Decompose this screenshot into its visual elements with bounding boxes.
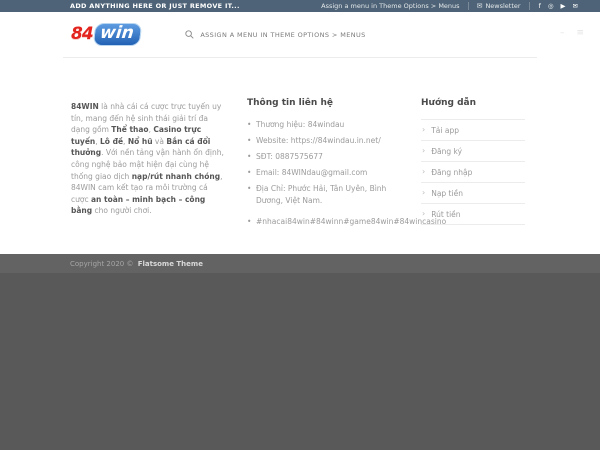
about-bold-phrase: nạp/rút nhanh chóng xyxy=(131,171,221,181)
header-container xyxy=(63,12,537,58)
about-text xyxy=(71,101,227,217)
guide-link[interactable] xyxy=(421,141,525,162)
about-bold-phrase: Thể thao xyxy=(111,125,149,135)
about-phrase: , 84WIN cam kết tạo ra môi trường cá cược xyxy=(71,171,223,204)
menu-icon[interactable]: ≡ xyxy=(576,28,584,38)
about-bold-phrase: Nổ hũ xyxy=(127,136,153,146)
about-phrase: cho người chơi. xyxy=(92,206,152,216)
chevron-right-icon: › xyxy=(422,188,426,197)
chevron-right-icon: › xyxy=(422,209,426,218)
instagram-icon[interactable]: ◎ xyxy=(547,1,554,10)
guide-link-label: Rút tiền xyxy=(431,209,461,219)
about-bold-phrase: 84WIN xyxy=(71,102,99,111)
about-bold-phrase: Lô đề xyxy=(100,136,124,146)
logo-84: 84 xyxy=(71,24,93,44)
page-background xyxy=(0,273,600,450)
guide-link[interactable] xyxy=(421,162,525,183)
topbar-right xyxy=(321,2,578,10)
about-phrase: , xyxy=(95,136,101,146)
facebook-icon[interactable]: f xyxy=(538,1,541,10)
header-search-nav[interactable] xyxy=(185,30,365,39)
copyright-prefix: Copyright 2020 © xyxy=(70,259,136,268)
theme-name: Flatsome Theme xyxy=(137,259,203,268)
header-menu-notice[interactable]: ASSIGN A MENU IN THEME OPTIONS > MENUS xyxy=(200,30,366,39)
contact-item: • Địa Chỉ: Phước Hải, Tân Uyên, Bình Dương, Việt Nam. xyxy=(247,183,405,206)
about-bold-phrase: an toàn – minh bạch – công bằng xyxy=(71,194,206,216)
about-bold-phrase: Bắn cá đổi thưởng xyxy=(71,136,211,158)
about-column xyxy=(63,98,235,217)
chevron-right-icon: › xyxy=(422,146,426,155)
guide-link-label: Đăng nhập xyxy=(431,167,473,177)
copyright-text xyxy=(70,260,203,268)
twitter-icon[interactable]: ▶ xyxy=(560,1,566,10)
search-icon[interactable] xyxy=(185,30,194,39)
newsletter-label: Newsletter xyxy=(485,2,521,10)
guide-title: Hướng dẫn xyxy=(421,98,477,108)
contact-item: • SĐT: 0887575677 xyxy=(247,151,405,163)
chevron-right-icon: › xyxy=(422,125,426,134)
email-icon[interactable]: ✉ xyxy=(572,1,578,10)
about-bold-phrase: Casino trực tuyến xyxy=(71,125,202,146)
guide-link[interactable] xyxy=(421,183,525,204)
header-right-icons xyxy=(560,29,584,38)
chevron-right-icon: › xyxy=(422,167,426,176)
footer-widgets xyxy=(63,58,537,254)
newsletter-link[interactable] xyxy=(469,2,530,10)
about-phrase: , xyxy=(148,125,154,135)
site-logo[interactable] xyxy=(71,23,140,46)
contact-title: Thông tin liên hệ xyxy=(247,98,333,108)
guide-link[interactable] xyxy=(421,120,525,141)
envelope-icon: ✉ xyxy=(476,1,483,10)
logo-win: win xyxy=(92,23,141,46)
about-phrase: và xyxy=(152,136,167,146)
topbar-menu-notice-link[interactable]: Assign a menu in Theme Options > Menus xyxy=(321,2,468,10)
about-phrase: . Với nền tảng vận hành ổn định, công nghệ bảo mật hiện đại cùng hệ thống giao dịch xyxy=(71,148,224,181)
copyright-bar xyxy=(0,254,600,273)
contact-item: • #nhacai84win#84winn#game84win#84wincasino xyxy=(247,216,405,228)
about-phrase: là nhà cái cá cược trực tuyến uy tín, mang đến hệ sinh thái giải trí đa dạng gồm xyxy=(71,102,222,135)
contact-item: • Thương hiệu: 84windau xyxy=(247,119,405,131)
social-icons xyxy=(530,3,578,10)
guide-list xyxy=(421,119,525,225)
cart-icon[interactable]: – xyxy=(559,28,565,38)
guide-link-label: Nạp tiền xyxy=(431,188,463,198)
guide-link-label: Tải app xyxy=(431,125,459,135)
site-header xyxy=(0,12,600,58)
guide-column xyxy=(413,98,533,225)
contact-item: • Website: https://84windau.in.net/ xyxy=(247,135,405,147)
contact-item: • Email: 84WINdau@gmail.com xyxy=(247,167,405,179)
top-bar xyxy=(0,0,600,12)
guide-link-label: Đăng ký xyxy=(431,146,463,156)
about-phrase: , xyxy=(123,136,128,146)
topbar-left-text: ADD ANYTHING HERE OR JUST REMOVE IT... xyxy=(70,2,240,10)
